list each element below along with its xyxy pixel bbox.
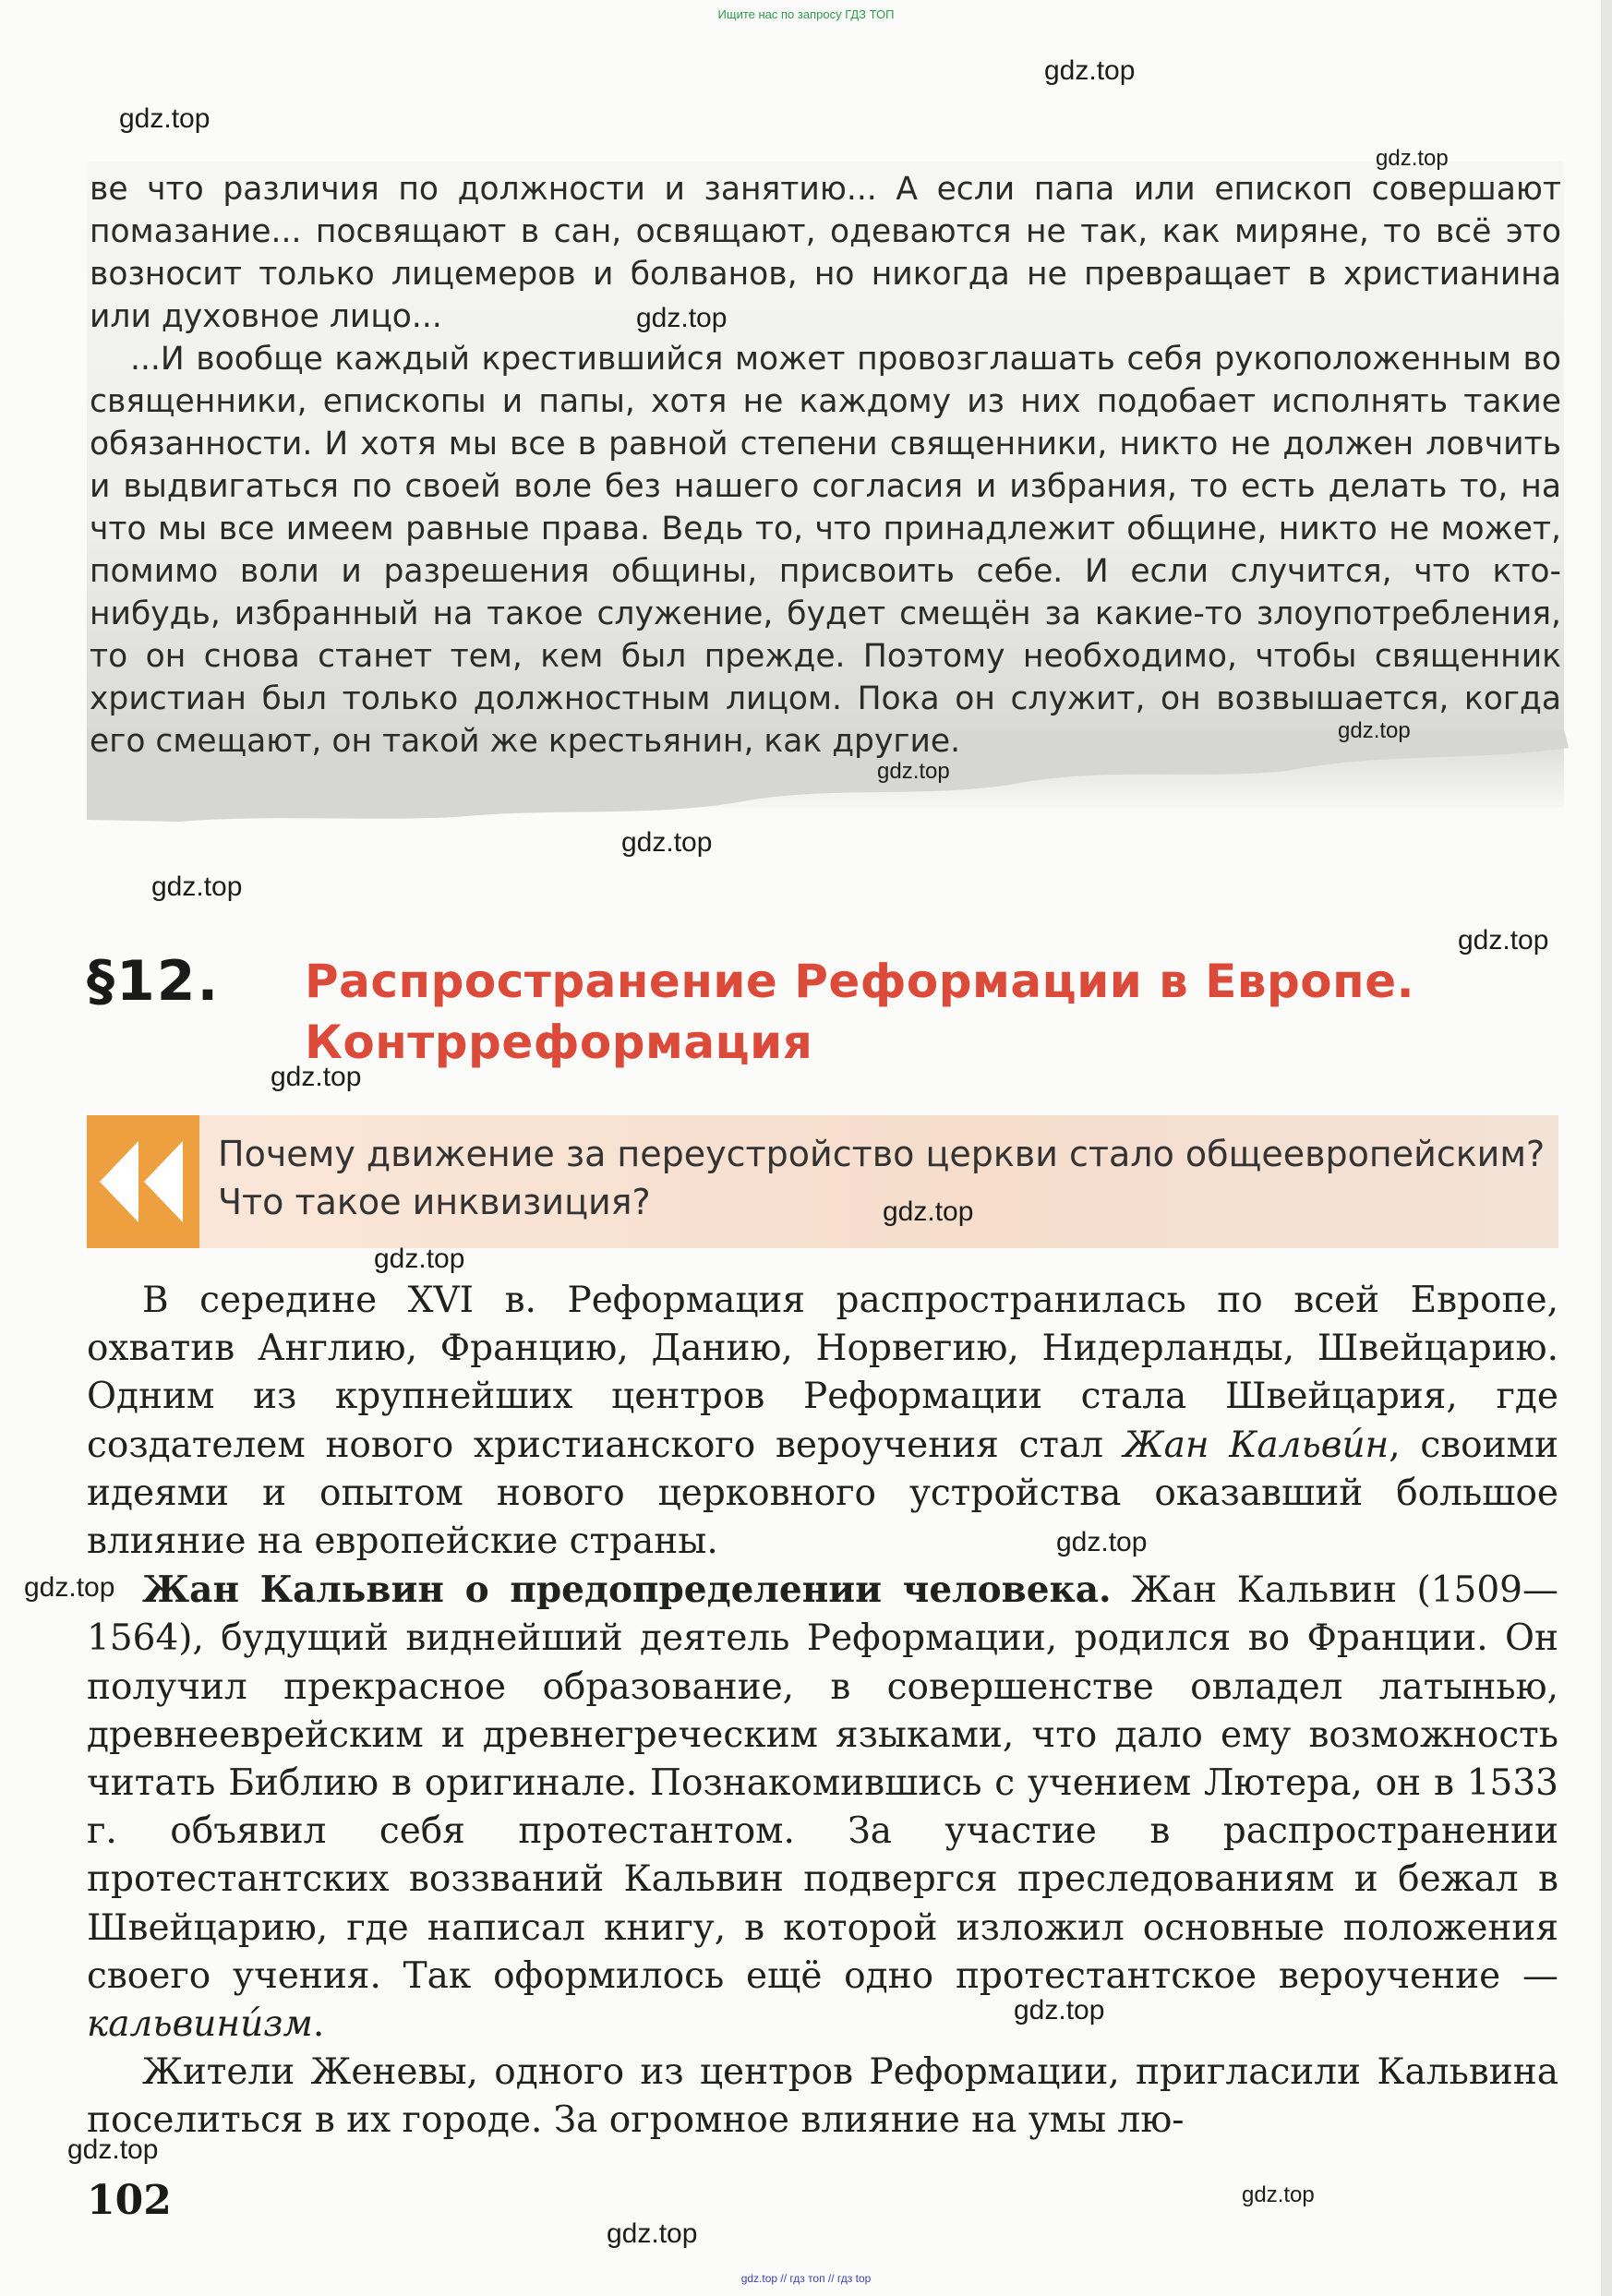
watermark: gdz.top — [1044, 55, 1136, 86]
watermark: gdz.top — [271, 1062, 362, 1092]
watermark: gdz.top — [119, 103, 211, 134]
calvin-name: Жан Кальви́н — [1123, 1424, 1389, 1466]
document-excerpt — [90, 168, 1561, 763]
body-paragraph-2 — [87, 1566, 1558, 2049]
subheading-calvin: Жан Кальвин о предопределении человека. — [142, 1569, 1112, 1612]
watermark: gdz.top — [621, 827, 713, 858]
question-2: Что такое инквизиция? — [218, 1182, 651, 1222]
watermark: gdz.top — [151, 872, 243, 902]
watermark: gdz.top — [374, 1244, 465, 1274]
excerpt-paragraph-2: ...И вообще каждый крестившийся может провозглашать себя рукоположенным во священники, епископы и папы, хотя не каждому из них подобает исполнять такие обязанности. И хотя мы все в равной степени священники, никто не должен ловчить и выдвигаться по своей воле без нашего согласия и избрания, то есть делать то, на что мы все имеем равные права. Ведь то, что принадлежит общине, никто не может, помимо воли и разрешения общины, присвоить себе. И если случится, что кто-нибудь, избранный на такое служение, будет смещён за какие-то злоупотребления, то он снова станет тем, кем был прежде. Поэтому необходимо, чтобы священник христиан был только должностным лицом. Пока он служит, он возвышается, когда его смещают, он такой же крестьянин, как другие. — [90, 341, 1561, 760]
footer-note: gdz.top // гдз топ // гдз top — [740, 2272, 872, 2285]
body-paragraph-3: Жители Женевы, одного из центров Реформации, пригласили Кальвина поселиться в их городе. За огромное влияние на умы лю- — [87, 2051, 1558, 2142]
watermark: gdz.top — [1376, 146, 1449, 171]
rewind-icon — [87, 1115, 199, 1248]
body-paragraph-1 — [87, 1277, 1558, 1566]
page-edge — [1601, 0, 1612, 2296]
calvinism-term: кальвини́зм — [87, 2003, 313, 2046]
p2-text: Жан Кальвин (1509—1564), будущий виднейший деятель Реформации, родился во Франции. Он получил прекрасное образование, в совершенстве овладел латынью, древнееврейским и древнегреческим языками, что дало ему возможность читать Библию в оригинале. Познакомившись с учением Лютера, он в 1533 г. объявил себя протестантом. За участие в распространении протестантских воззваний Кальвин подвергся преследованиям и бежал в Швейцарию, где написал книгу, в которой изложил основные положения своего учения. Так оформилось ещё одно протестантское вероучение — — [87, 1569, 1558, 1997]
main-text — [87, 1277, 1558, 2146]
watermark: gdz.top — [1242, 2182, 1315, 2207]
p1-text: В середине XVI в. Реформация распространилась по всей Европе, охватив Англию, Францию, Данию, Норвегию, Нидерланды, Швейцарию. Одним из крупнейших центров Реформации стала Швейцария, где создателем нового христианского вероучения стал — [87, 1280, 1558, 1466]
watermark: gdz.top — [1056, 1527, 1148, 1557]
watermark: gdz.top — [67, 2134, 159, 2165]
page-number: 102 — [87, 2177, 172, 2224]
watermark: gdz.top — [1014, 1995, 1105, 2026]
watermark: gdz.top — [636, 303, 728, 333]
watermark: gdz.top — [877, 759, 950, 784]
section-title: Распространение Реформации в Европе. Контрреформация — [305, 955, 1415, 1069]
watermark: gdz.top — [607, 2218, 698, 2249]
section-number: §12. — [87, 949, 221, 1014]
question-1: Почему движение за переустройство церкви стало общеевропейским? — [218, 1134, 1546, 1174]
watermark: gdz.top — [24, 1572, 115, 1603]
watermark: gdz.top — [1458, 925, 1549, 956]
header-note: Ищите нас по запросу ГДЗ ТОП — [717, 7, 895, 21]
p1-tail: , своими идеями и опытом нового церковного устройства оказавший большое влияние на европейские страны. — [87, 1424, 1558, 1563]
p2-end: . — [312, 2003, 325, 2046]
watermark: gdz.top — [1338, 718, 1411, 743]
watermark: gdz.top — [883, 1196, 974, 1227]
excerpt-paragraph-1: ве что различия по должности и занятию... А если папа или епископ совершают помазание... посвящают в сан, освящают, одеваются не так, как миряне, то всё это возносит только лицемеров и болванов, но никогда не превращает в христианина или духовное лицо... — [90, 171, 1561, 335]
